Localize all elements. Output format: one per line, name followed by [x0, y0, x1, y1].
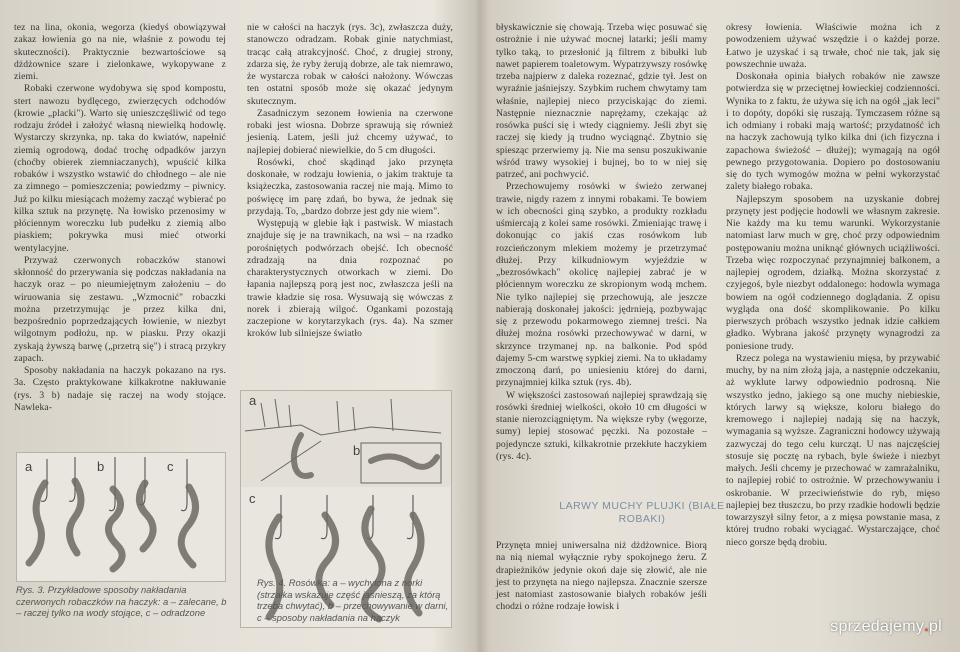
section-heading: LARWY MUCHY PLUJKI (BIAŁE ROBAKI) — [559, 500, 725, 525]
paragraph: Sposoby nakładania na haczyk pokazano na rys. 3a. Często praktykowane kilkakrotne nakłuwanie (rys. 3 b) nadaje się raczej na wody stojące. Nawleka- — [14, 365, 226, 413]
watermark-dot: . — [924, 618, 929, 635]
right-column-1-continued — [496, 540, 707, 614]
paragraph: W większości zastosowań najlepiej sprawdzają się rosówki średniej wielkości, około 10 cm długości w stanie nierozciągniętym. Na większe ryby (węgorze, sumy) lepiej stosować pęczki. Na pozostałe – pojedyncze sztuki, kilkakrotnie przekłute haczykiem (rys. 4c). — [496, 389, 707, 462]
watermark-suffix: pl — [928, 618, 942, 635]
figure-3-caption: Rys. 3. Przykładowe sposoby nakładania czerwonych robaczków na haczyk: a – zalecane, b – raczej tylko na wody stojące, c – odradzone — [16, 584, 227, 618]
paragraph: Przechowujemy rosówki w świeżo zerwanej trawie, nigdy razem z innymi robakami. Te bowiem w ich obecności giną szybko, a produkty rozkładu uśmiercają z kolei same rosówki. Zmieniając trawę i dokonując co jakiś czas rosówkom lub rozcieńczonym mlekiem możemy je przetrzymać dłużej. Przy kilkudniowym wyjeździe w „bezrosówkach" okolicę najlepiej zabrać je w płóciennym woreczku ze skropionym wodą mchem. Nie tylko najlepiej się przechowują, ale jeszcze nabierają doskonałej jakości: jędrnieją, pozbywając się z przewodu pokarmowego ziemnej treści. Na dłużej można rosówki przechowywać w darni, w skrzynce trzymanej np. na balkonie. Pod spód dajemy 5-cm warstwę sypkiej ziemi. Na to układamy zmoczoną darń, po uniesieniu której do darni, przynajmniej kilka sztuk (rys. 4b). — [496, 181, 707, 389]
paragraph: Doskonała opinia białych robaków nie zawsze potwierdza się w przeciętnej łowieckiej codzienności. Wynika to z faktu, że używa się ich na ogół „jak leci" i to dopóty, dopóki się ruszają. Tymczasem różne są ich odmiany i robaki mają wartość; przydatność ich na haczyk zachowują tylko kilka dni (ich fizyczna i zapachowa świeżość – dłużej); wymagają na ogół pewnego przygotowania. Dopiero po dostosowaniu się do tych wymogów można w pełni wykorzystać zalety białego robaka. — [726, 71, 940, 193]
right-page — [486, 0, 960, 652]
watermark — [830, 618, 942, 636]
paragraph: Najlepszym sposobem na uzyskanie dobrej przynęty jest podjęcie hodowli we własnym zakresie. Nie każdy ma ku temu warunki. Wykorzystanie natomiast larw much w grę, choć przy odpowiednim postępowaniu można uniknąć głównych uciążliwości. Trzeba więc rozpoczynać przynajmniej balkonem, a najlepiej ogrodem, działką. Można skorzystać z czyjegoś, byle niezbyt oddalonego: hodowla wymaga bowiem na ogół codziennego doglądania. Z opisu wygląda ona dość skomplikowanie. Po kilku pierwszych próbach wszystko jednak idzie całkiem gładko. Wybrana jakość przynęty wynagrodzi za poniesione trudy. — [726, 193, 940, 352]
paragraph: Robaki czerwone wydobywa się spod kompostu, stert nawozu bydlęcego, zwierzęcych odchodów (krowie „placki"). Warto się unieszczęśliwić od tego rodzaju źródeł i założyć własną niewielką hodowlę. Wystarczy skrzynka, np. taka do kwiatów, napełnić ziemią ogrodową, dodać trochę odpadków jarzyn (choćby obierek ziemniaczanych), wpuścić kilka robaków i wszystko wstawić do chłodnego – ale nie za zimnego – pomieszczenia; powiedzmy – piwnicy. Już po kilku miesiącach możemy zacząć wybierać po kilka sztuk na przynętę. Na łowisko przenosimy w płóciennym woreczku lub pudełku z ziemią albo piaskiem; pokrywka musi mieć otworki wentylacyjne. — [14, 83, 226, 254]
fig3-label-c: c — [167, 459, 174, 474]
paragraph: Rzecz polega na wystawieniu mięsa, by przywabić muchy, by na nim złożą jaja, a następnie odczekaniu, aż wyklute larwy odpowiednio podrosną. Nie wszystko jedno, jakiego są one muchy niebieskie, których larwy są większe, koloru białego do kremowego i najlepiej nadają się na haczyk, wymagania są wyższe. Zagraniczni hodowcy używają zazwyczaj do tego celu kurcząt. U nas najczęściej stosuje się pocztę na rybach, byle świeże i niezbyt małych. Jeśli chcemy je przechować w zamrażalniku, to najlepiej robić to ostrożnie. W przechowywaniu i oskrobanie. W przeciwieństwie do ryb, mięso najlepiej bez tłuszczu, bo przy rzadkie hodowli będzie towarzyszył silny fetor, a z mięsa powstanie masa, z której trudno robaki wyciągać. Wystarczające, choć nieco gorsze będą drobiu. — [726, 352, 940, 548]
paragraph: okresy łowienia. Właściwie można ich z powodzeniem używać wszędzie i o każdej porze. Łatwo je uzyskać i są trwałe, choć nie tak, jak się powszechnie uważa. — [726, 22, 940, 70]
paragraph: Zasadniczym sezonem łowienia na czerwone robaki jest wiosna. Dobrze sprawują się również jesienią. Latem, jeśli już chcemy używać, to najlepiej dobierać niewielkie, do 5 cm długości. — [247, 107, 453, 156]
right-column-1 — [496, 22, 707, 463]
watermark-text: sprzedajemy — [830, 618, 925, 635]
left-page — [0, 0, 474, 652]
fig3-label-b: b — [97, 459, 105, 474]
figure-4-caption: Rys. 4. Rosówka: a – wychylona z norki (strzałka wskazuje część jasnieszą, za którą trzeba chwytać), b – przechowywanie w darni, c – sposoby nakładania na haczyk — [257, 577, 449, 623]
left-column-1 — [14, 22, 226, 414]
right-column-2 — [726, 22, 940, 549]
figure-3-drawing — [17, 453, 225, 581]
paragraph: tez na lina, okonia, wegorza (kiedyś obowiązywał zakaz łowienia go na nie, właśnie z powodu tej skuteczności). Praktycznie bezwartościowe są dżdżownice szare i zielonkawe, wykopywane z ziemi. — [14, 22, 226, 82]
paragraph: błyskawicznie się chowają. Trzeba więc posuwać się ostrożnie i nie używać mocnej latarki; jeśli mamy tylko taką, to przesłonić ją filtrem z bibułki lub nawet papierem toaletowym. Wypatrzywszy rosówkę trzeba najpierw z daleka rozeznać, gdzie tył. Jest on wyraźnie jaśniejszy. Szybkim ruchem chwytamy tam właśnie, najlepiej nieco przyciskając do ziemi. Następnie nieznacznie naprężamy, czekając aż rosówka puści się i wtedy ciągniemy. Jeśli zbyt się raczej się kiedy ją trudno wyciągnąć. Zbytnio się spiesząc przerwiemy ją. Nie ma sensu poszukiwanie wśród trawy wysokiej i bujnej, bo to w niej się patrzeć, ani pochwycić. — [496, 22, 707, 180]
fig4-label-b: b — [353, 443, 361, 458]
paragraph: Rosówki, choć skądinąd jako przynęta doskonałe, w rodzaju łowienia, o jakim traktuje ta książeczka, zastosowania raczej nie mają. Mimo to poświęcę im parę zdań, bo bywa, że jednak się przydają. To, „bardzo dobrze jest gdy nie wiem". — [247, 156, 453, 217]
fig4-label-a: a — [249, 393, 257, 408]
paragraph: Przyważ czerwonych robaczków stanowi skłonność do przerywania się podczas nakładania na haczyk oraz – po nieumiejętnym założeniu – do wiruowania się zestawu. „Wzmocnić" robaczki można przetrzymując je przez kilka dni, bezpośrednio poprzedzających łowienie, w niezbyt wilgotnym podłożu, np. w piasku. Przy okazji zyskają żywszą barwę („przetrą się") i stracą przykry zapach. — [14, 254, 226, 364]
left-column-2 — [247, 22, 453, 341]
fig3-label-a: a — [25, 459, 33, 474]
paragraph: Występują w glebie łąk i pastwisk. W miastach znajduje się je na trawnikach, na wsi – na rzadko porośniętych podwórzach obejść. Ich obecność zdradzają na dnia rozpoznać po charakterystycznych otworkach w ziemi. Do łapania najlepszą porą jest noc, zwłaszcza jeśli na trawie kładzie się rosa. Wysuwają się wówczas z norek i zbierają wilgoć. Ogankami pozostają zaczepione w korytarzykach (rys. 4a). Na szmer kroków lub silniejsze światło — [247, 218, 453, 340]
paragraph: Przynęta mniej uniwersalna niż dżdżownice. Biorą na nią niemal wyłącznie ryby spokojnego żeru. Z drapieżników jedynie okoń daje się złowić, ale nie jest to przynęta na niego najlepsza. Znacznie szersze jest natomiast zastosowanie białych robaków jeśli chodzi o różne rodzaje łowisk i — [496, 540, 707, 613]
fig4-label-c: c — [249, 491, 256, 506]
paragraph: nie w całości na haczyk (rys. 3c), zwłaszcza duży, stanowczo odradzam. Robak ginie natychmiast, tracąc całą atrakcyjność. Choć, z drugiej strony, zdarza się, że ryby żerują dobrze, ale tak niemrawo, że wystarcza robak w całości nałożony. Wówczas ten ostatni sposób może się okazać jedynym skutecznym. — [247, 22, 453, 107]
figure-3 — [16, 452, 226, 582]
